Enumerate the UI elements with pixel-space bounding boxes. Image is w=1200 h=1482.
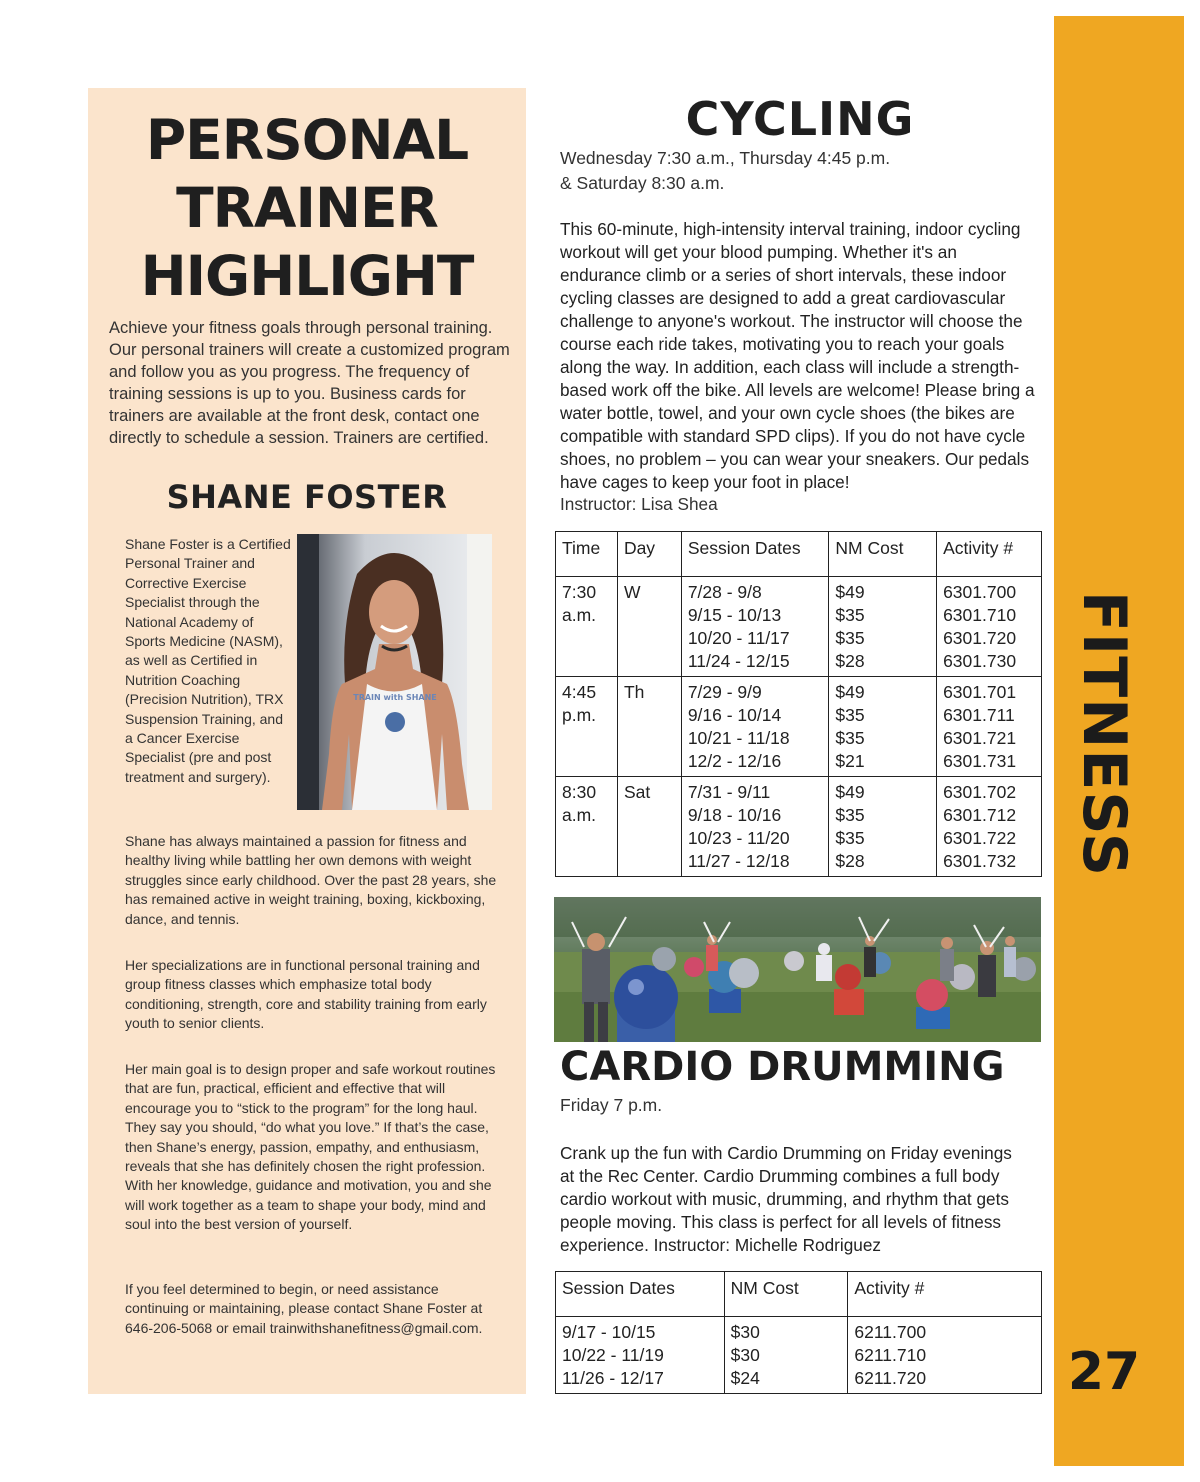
trainer-photo: [297, 534, 492, 810]
cardio-drumming-photo: [554, 897, 1041, 1042]
cost-cell: $49 $35 $35 $28: [829, 577, 937, 677]
trainer-bio-goal: Her main goal is to design proper and safe workout routines that are fun, practical, efficient and effective that will encourage you to “stick to the program” for the long haul. They say you should, “do what you love.” If that’s the case, then Shane’s energy, passion, empathy, and enthusiasm, reveals that she has definitely chosen the right profession. With her knowledge, guidance and motivation, you and she will work together as a team to shape your body, mind and soul into the best version of yourself.: [125, 1061, 496, 1233]
dates-cell: 7/29 - 9/9 9/16 - 10/14 10/21 - 11/18 12/2 - 12/16: [681, 677, 829, 777]
trainer-name: SHANE FOSTER: [166, 478, 448, 516]
personal-training-intro: Achieve your fitness goals through personal training. Our personal trainers will create a customized program and follow you as you progress. The frequency of training sessions is up to you. Business cards for trainers are available at the front desk, contact one directly to schedule a session. Trainers are certified.: [109, 319, 510, 447]
page-number: 27: [1067, 1342, 1141, 1402]
time-cell: 8:30 a.m.: [556, 777, 618, 877]
column-header: NM Cost: [724, 1272, 848, 1317]
column-header: Day: [617, 532, 681, 577]
cardio-drumming-table: [555, 1271, 1042, 1394]
section-label: FITNESS: [1069, 590, 1139, 878]
shirt-logo-text: TRAIN with SHANE: [353, 693, 437, 702]
cardio-drumming-description: Crank up the fun with Cardio Drumming on Friday evenings at the Rec Center. Cardio Drumming combines a full body cardio workout with music, drumming, and rhythm that gets people moving. This class is perfect for all levels of fitness experience. Instructor: Michelle Rodriguez: [560, 1143, 1012, 1255]
cost-cell: $49 $35 $35 $21: [829, 677, 937, 777]
column-header: NM Cost: [829, 532, 937, 577]
cycling-schedule: Wednesday 7:30 a.m., Thursday 4:45 p.m. & Saturday 8:30 a.m.: [560, 148, 891, 193]
column-header: Session Dates: [681, 532, 829, 577]
trainer-bio-background: Shane has always maintained a passion for fitness and healthy living while battling her own demons with weight struggles since early childhood. Over the past 28 years, she has remained active in weight training, boxing, kickboxing, dance, and tennis.: [125, 833, 497, 927]
table-row: [556, 777, 1042, 877]
dates-cell: 7/31 - 9/11 9/18 - 10/16 10/23 - 11/20 11/27 - 12/18: [681, 777, 829, 877]
day-cell: Sat: [617, 777, 681, 877]
activity-cell: 6301.700 6301.710 6301.720 6301.730: [937, 577, 1042, 677]
table-header-row: [556, 1272, 1042, 1317]
column-header: Activity #: [848, 1272, 1042, 1317]
personal-trainer-heading: [88, 106, 526, 310]
cardio-drumming-schedule: Friday 7 p.m.: [560, 1095, 663, 1115]
cardio-drumming-title: CARDIO DRUMMING: [560, 1044, 1005, 1090]
activity-cell: 6211.700 6211.710 6211.720: [848, 1317, 1042, 1394]
table-row: [556, 1317, 1042, 1394]
personal-trainer-panel: [88, 88, 526, 1394]
trainer-bio-specializations: Her specializations are in functional personal training and group fitness classes which emphasize total body conditioning, strength, core and stability training from early youth to senior clients.: [125, 957, 487, 1032]
cycling-title: CYCLING: [685, 92, 915, 146]
heading-line: TRAINER: [176, 176, 438, 240]
cost-cell: $30 $30 $24: [724, 1317, 848, 1394]
dates-cell: 9/17 - 10/15 10/22 - 11/19 11/26 - 12/17: [556, 1317, 725, 1394]
table-header-row: [556, 532, 1042, 577]
cycling-instructor: Instructor: Lisa Shea: [560, 494, 718, 514]
time-cell: 7:30 a.m.: [556, 577, 618, 677]
heading-line: PERSONAL: [145, 108, 469, 172]
day-cell: W: [617, 577, 681, 677]
day-cell: Th: [617, 677, 681, 777]
cycling-schedule-table: [555, 531, 1042, 877]
trainer-contact-info: If you feel determined to begin, or need assistance continuing or maintaining, please contact Shane Foster at 646-206-5068 or email trainwithshanefitness@gmail.com.: [125, 1281, 483, 1336]
column-header: Session Dates: [556, 1272, 725, 1317]
table-row: [556, 577, 1042, 677]
heading-line: HIGHLIGHT: [140, 244, 474, 308]
table-row: [556, 677, 1042, 777]
dates-cell: 7/28 - 9/8 9/15 - 10/13 10/20 - 11/17 11/24 - 12/15: [681, 577, 829, 677]
trainer-bio-credentials: Shane Foster is a Certified Personal Trainer and Corrective Exercise Specialist through the National Academy of Sports Medicine (NASM), as well as Certified in Nutrition Coaching (Precision Nutrition), TRX Suspension Training, and a Cancer Exercise Specialist (pre and post treatment and surgery).: [125, 536, 291, 785]
cycling-description: This 60-minute, high-intensity interval training, indoor cycling workout will get your blood pumping. Whether it's an endurance climb or a series of short intervals, these indoor cycling classes are designed to add a great cardiovascular challenge to anyone's workout. The instructor will choose the course each ride takes, motivating you to reach your goals along the way. In addition, each class will include a strength-based work off the bike. All levels are welcome! Please bring a water bottle, towel, and your own cycle shoes (the bikes are compatible with standard SPD clips). If you do not have cycle shoes, no problem – you can wear your sneakers. Our pedals have cages to keep your foot in place!: [560, 219, 1035, 492]
column-header: Time: [556, 532, 618, 577]
activity-cell: 6301.702 6301.712 6301.722 6301.732: [937, 777, 1042, 877]
cost-cell: $49 $35 $35 $28: [829, 777, 937, 877]
activity-cell: 6301.701 6301.711 6301.721 6301.731: [937, 677, 1042, 777]
time-cell: 4:45 p.m.: [556, 677, 618, 777]
column-header: Activity #: [937, 532, 1042, 577]
